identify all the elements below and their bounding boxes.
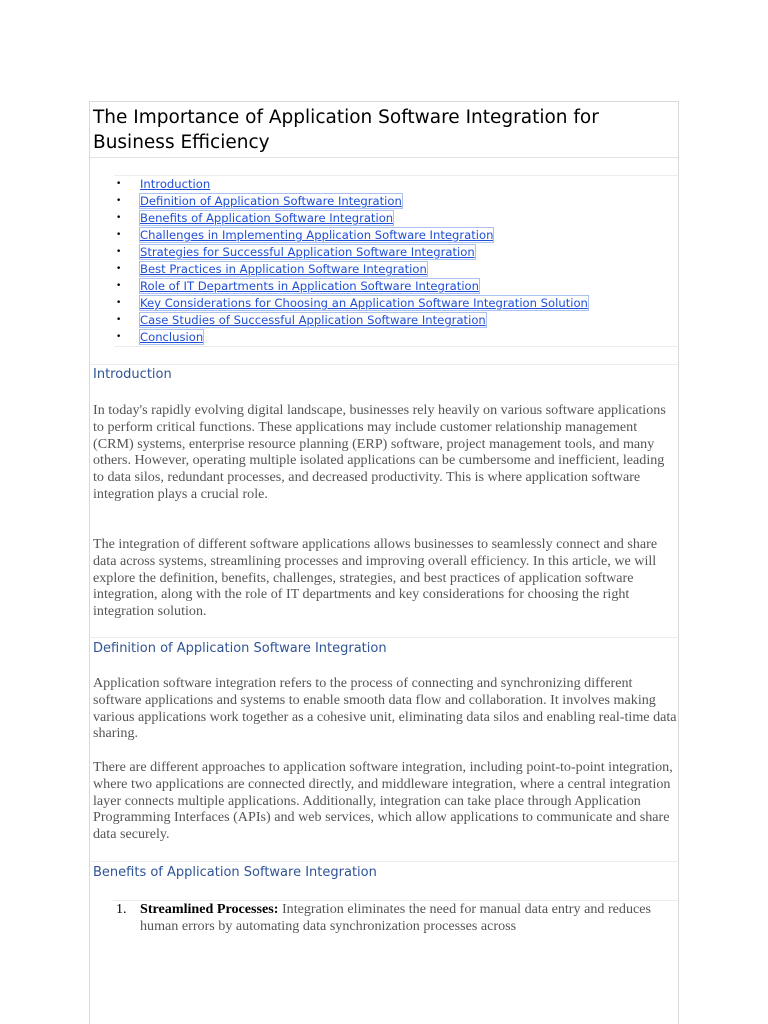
bullet-icon: • — [116, 213, 122, 223]
toc-link-conclusion[interactable]: Conclusion — [140, 330, 204, 344]
toc-item — [114, 312, 678, 329]
bullet-icon: • — [116, 315, 122, 325]
toc-link-definition[interactable]: Definition of Application Software Integration — [140, 194, 402, 208]
section-divider — [90, 861, 678, 862]
bullet-icon: • — [116, 281, 122, 291]
toc-link-case-studies[interactable]: Case Studies of Successful Application Software Integration — [140, 313, 486, 327]
definition-paragraph-1: Application software integration refers to the process of connecting and synchronizing different software applications and systems to enable smooth data flow and collaboration. It involves making various applications work together as a cohesive unit, eliminating data silos and enabling real-time data sharing. — [93, 675, 677, 742]
toc-item — [114, 329, 678, 346]
page-title: The Importance of Application Software Integration for Business Efficiency — [93, 107, 599, 153]
bullet-icon: • — [116, 298, 122, 308]
bullet-icon: • — [116, 247, 122, 257]
bullet-icon: • — [116, 179, 122, 189]
toc-link-challenges[interactable]: Challenges in Implementing Application Software Integration — [140, 228, 494, 242]
heading-definition: Definition of Application Software Integration — [93, 641, 387, 656]
toc-item — [114, 261, 678, 278]
bullet-icon: • — [116, 196, 122, 206]
definition-paragraph-2: There are different approaches to application software integration, including point-to-point integration, where two applications are connected directly, and middleware integration, where a central integration layer connects multiple applications. Additionally, integration can take place through Application Programming Interfaces (APIs) and web services, which allow applications to communicate and share data securely. — [93, 759, 673, 843]
toc-link-benefits[interactable]: Benefits of Application Software Integration — [140, 211, 394, 225]
toc-item — [114, 244, 678, 261]
list-item-term: Streamlined Processes: — [140, 901, 279, 917]
benefits-list — [113, 900, 678, 935]
list-number: 1. — [116, 901, 127, 917]
section-divider — [90, 637, 678, 638]
toc-item — [114, 278, 678, 295]
toc-link-introduction[interactable]: Introduction — [140, 177, 211, 191]
section-divider — [90, 364, 678, 365]
list-item-text: Integration eliminates the need for manual data entry and reduces human errors by automating data synchronization processes across — [140, 901, 651, 934]
toc-item — [114, 295, 678, 312]
heading-benefits: Benefits of Application Software Integration — [93, 865, 377, 880]
intro-paragraph-2: The integration of different software applications allows businesses to seamlessly connect and share data across systems, streamlining processes and improving overall efficiency. In this article, we will explore the definition, benefits, challenges, strategies, and best practices of application software integration, along with the role of IT departments and key considerations for choosing the right integration solution. — [93, 536, 658, 620]
bullet-icon: • — [116, 230, 122, 240]
table-of-contents — [114, 175, 678, 347]
bullet-icon: • — [116, 264, 122, 274]
list-item — [113, 901, 678, 935]
intro-paragraph-1: In today's rapidly evolving digital landscape, businesses rely heavily on various software applications to perform critical functions. These applications may include customer relationship management (CRM) systems, enterprise resource planning (ERP) software, project management tools, and many others. However, operating multiple isolated applications can be cumbersome and inefficient, leading to data silos, redundant processes, and decreased productivity. This is where application software integration plays a crucial role. — [93, 402, 666, 502]
heading-introduction: Introduction — [93, 367, 172, 382]
toc-item — [114, 227, 678, 244]
toc-item — [114, 193, 678, 210]
toc-item — [114, 210, 678, 227]
bullet-icon: • — [116, 332, 122, 342]
toc-link-best-practices[interactable]: Best Practices in Application Software Integration — [140, 262, 427, 276]
document-page — [89, 101, 679, 1024]
toc-item — [114, 176, 678, 193]
toc-link-key-considerations[interactable]: Key Considerations for Choosing an Application Software Integration Solution — [140, 296, 588, 310]
title-block — [90, 102, 678, 158]
toc-link-role-of-it[interactable]: Role of IT Departments in Application Software Integration — [140, 279, 479, 293]
toc-link-strategies[interactable]: Strategies for Successful Application Software Integration — [140, 245, 475, 259]
